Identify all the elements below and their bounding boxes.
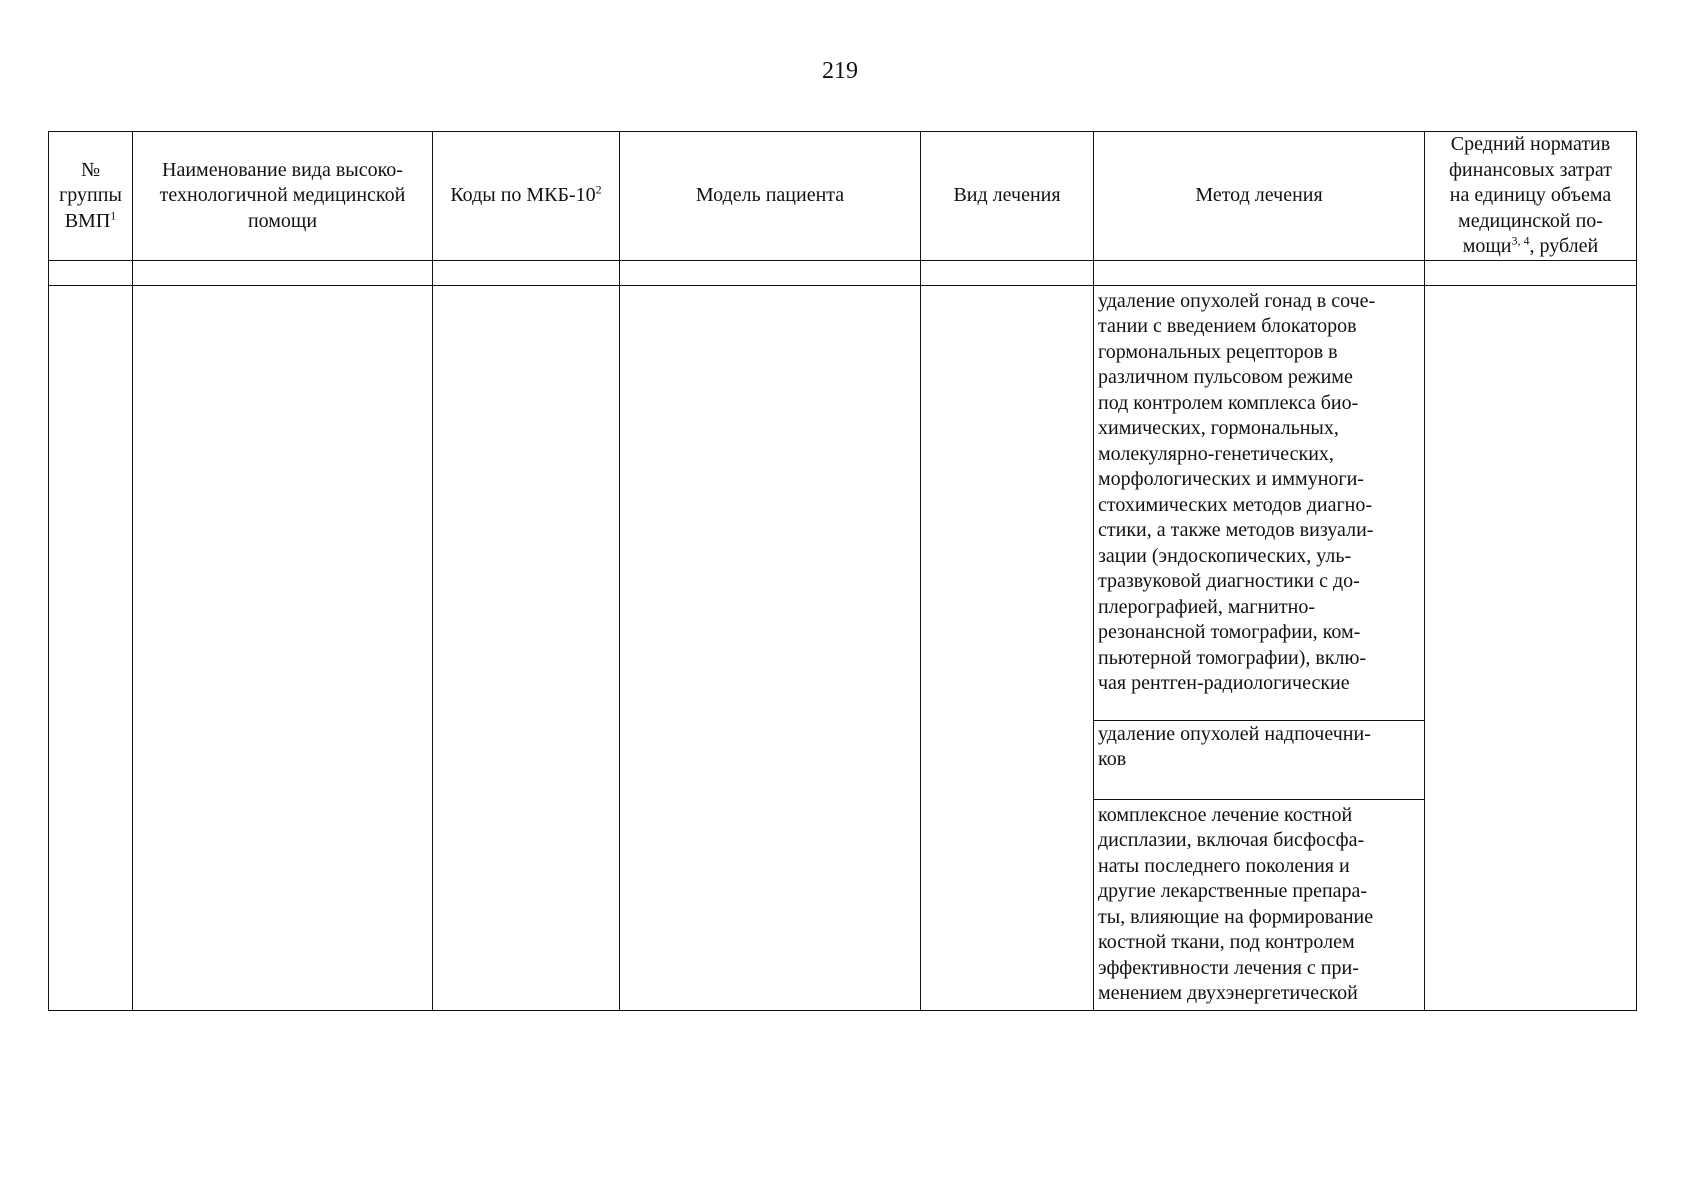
header-icd-codes [433, 132, 620, 261]
method-line: различном пульсовом режиме [1098, 366, 1353, 388]
method-line: чая рентген-радиологические [1098, 672, 1350, 694]
header-treatment-method: Метод лечения [1094, 132, 1425, 261]
footnote-ref: 1 [110, 207, 117, 222]
method-line: удаление опухолей надпочечни- [1098, 722, 1371, 745]
header-group-number-line-last [49, 209, 132, 235]
method-entry [1094, 803, 1424, 1010]
method-line: морфологических и иммуноги- [1098, 468, 1364, 490]
header-care-type-line: технологичной медицинской [159, 184, 406, 206]
method-line: плерографией, магнитно- [1098, 595, 1315, 618]
header-financial-norm-line: Средний норматив [1450, 133, 1611, 155]
header-financial-norm-line-last [1425, 234, 1636, 260]
table-cell [49, 260, 133, 285]
table-cell [921, 260, 1094, 285]
table-cell-group-number [49, 285, 133, 1010]
footnote-ref: 2 [595, 182, 602, 197]
header-financial-norm-line: медицинской по- [1458, 209, 1603, 232]
method-line: костной ткани, под контролем [1098, 931, 1355, 953]
table-cell-treatment-type [921, 285, 1094, 1010]
header-care-type-name [133, 132, 433, 261]
header-financial-norm-line: на единицу объема [1449, 184, 1612, 206]
method-line: дисплазии, включая бисфосфа- [1098, 829, 1365, 851]
header-icd-codes-text: Коды по МКБ-10 [450, 184, 596, 206]
method-line: химических, гормональных, [1098, 417, 1339, 439]
page-number: 219 [822, 58, 858, 84]
header-patient-model: Модель пациента [620, 132, 921, 261]
vmp-table [48, 131, 1637, 1011]
method-line: другие лекарственные препара- [1098, 880, 1368, 902]
table-header-row [49, 132, 1637, 261]
table-cell-treatment-method [1094, 285, 1425, 1010]
method-line: удаление опухолей гонад в соче- [1098, 289, 1376, 312]
table-cell-patient-model [620, 285, 921, 1010]
table-cell [1094, 260, 1425, 285]
method-line: под контролем комплекса био- [1098, 391, 1359, 414]
method-line: комплексное лечение костной [1098, 803, 1353, 826]
header-financial-norm-post: , рублей [1529, 235, 1599, 257]
method-line: стики, а также методов визуали- [1098, 519, 1374, 541]
header-care-type-line: помощи [247, 209, 318, 232]
method-line: гормональных рецепторов в [1098, 340, 1338, 363]
table-cell [1425, 260, 1637, 285]
table-cell-financial-norm [1425, 285, 1637, 1010]
header-group-number-line: № [80, 158, 101, 181]
header-group-number-line: группы [59, 184, 122, 206]
method-line: стохимических методов диагно- [1098, 493, 1373, 516]
header-treatment-type: Вид лечения [921, 132, 1094, 261]
header-group-number [49, 132, 133, 261]
method-line: эффективности лечения с при- [1098, 956, 1359, 979]
footnote-ref: 3, 4 [1511, 233, 1530, 248]
method-line: тразвуковой диагностики с до- [1098, 570, 1360, 592]
header-financial-norm-line: финансовых затрат [1448, 158, 1613, 181]
method-line: резонансной томографии, ком- [1098, 621, 1361, 643]
table-cell-icd-codes [433, 285, 620, 1010]
method-line: пьютерной томографии), вклю- [1098, 646, 1367, 669]
header-financial-norm-pre: мощи [1462, 235, 1512, 257]
table-cell [620, 260, 921, 285]
table-cell [433, 260, 620, 285]
method-entry [1094, 722, 1424, 800]
method-line: молекулярно-генетических, [1098, 442, 1334, 465]
method-line: менением двухэнергетической [1098, 982, 1358, 1004]
table-row [49, 285, 1637, 1010]
table-cell-care-type-name [133, 285, 433, 1010]
header-care-type-line: Наименование вида высоко- [162, 158, 403, 181]
method-line: тании с введением блокаторов [1098, 315, 1357, 337]
table-cell [133, 260, 433, 285]
method-line: ты, влияющие на формирование [1098, 905, 1374, 928]
method-line: наты последнего поколения и [1098, 854, 1350, 877]
method-line: ков [1098, 748, 1127, 770]
table-spacer-row [49, 260, 1637, 285]
header-financial-norm [1425, 132, 1637, 261]
header-group-number-abbr: ВМП [64, 209, 111, 232]
method-line: зации (эндоскопических, уль- [1098, 544, 1352, 567]
method-entry [1094, 289, 1424, 721]
